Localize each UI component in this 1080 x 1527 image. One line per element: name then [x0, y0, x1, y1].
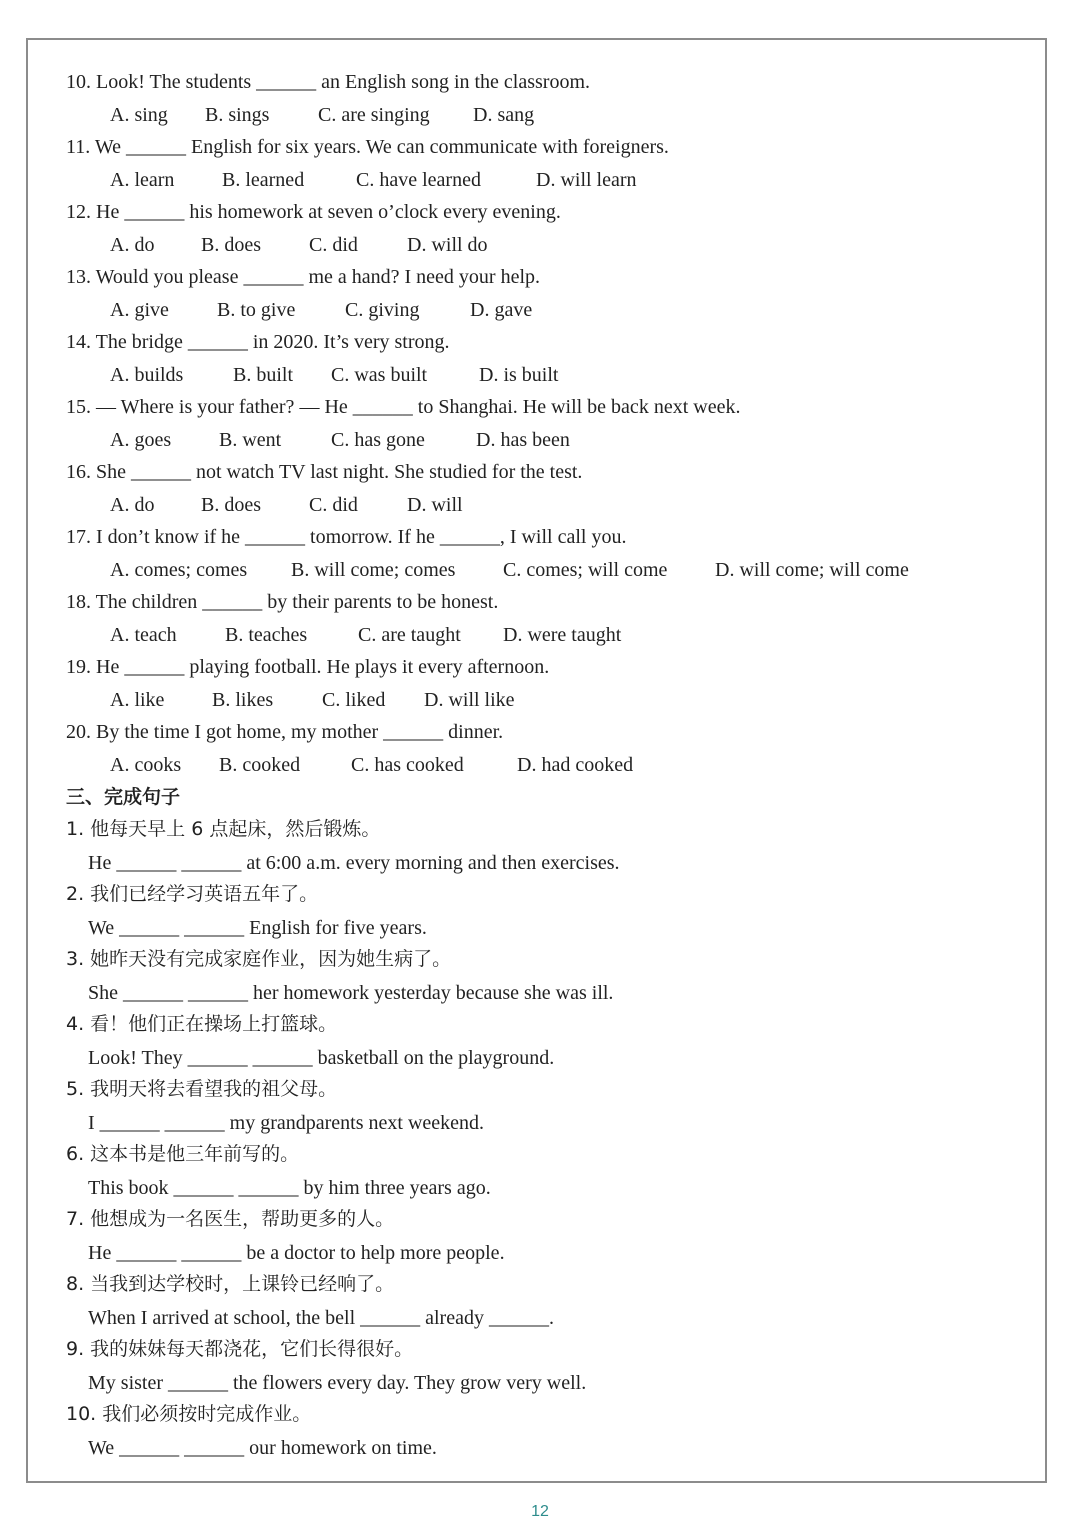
question-10-options — [0, 99, 1080, 131]
question-18-options — [0, 619, 1080, 651]
option-a: A. learn — [110, 169, 175, 191]
option-d: D. will come; will come — [715, 559, 909, 581]
option-a: A. sing — [110, 104, 168, 126]
sentence-1-chinese: 1. 他每天早上 6 点起床，然后锻炼。 — [66, 818, 381, 840]
option-d: D. has been — [476, 429, 570, 451]
option-c: C. giving — [345, 299, 420, 321]
option-b: B. does — [201, 234, 261, 256]
option-d: D. gave — [470, 299, 533, 321]
option-b: B. cooked — [219, 754, 301, 776]
sentence-8-english: When I arrived at school, the bell ______ already ______. — [88, 1307, 554, 1329]
question-15-stem: 15. — Where is your father? — He ______ to Shanghai. He will be back next week. — [66, 396, 741, 418]
question-11-stem: 11. We ______ English for six years. We can communicate with foreigners. — [66, 136, 669, 158]
sentence-2-english: We ______ ______ English for five years. — [88, 917, 427, 939]
option-a: A. give — [110, 299, 169, 321]
option-d: D. will do — [407, 234, 488, 256]
sentence-7-english: He ______ ______ be a doctor to help more people. — [88, 1242, 505, 1264]
option-d: D. will like — [424, 689, 515, 711]
option-c: C. did — [309, 494, 358, 516]
sentence-4-chinese: 4. 看！他们正在操场上打篮球。 — [66, 1013, 338, 1035]
sentence-8-chinese: 8. 当我到达学校时，上课铃已经响了。 — [66, 1273, 395, 1295]
sentence-3-chinese: 3. 她昨天没有完成家庭作业，因为她生病了。 — [66, 948, 452, 970]
option-b: B. learned — [222, 169, 305, 191]
option-a: A. do — [110, 234, 155, 256]
option-c: C. has cooked — [351, 754, 464, 776]
option-c: C. are taught — [358, 624, 461, 646]
option-d: D. sang — [473, 104, 535, 126]
question-16-stem: 16. She ______ not watch TV last night. She studied for the test. — [66, 461, 583, 483]
question-15-options — [0, 424, 1080, 456]
option-c: C. have learned — [356, 169, 481, 191]
option-b: B. does — [201, 494, 261, 516]
sentence-6-chinese: 6. 这本书是他三年前写的。 — [66, 1143, 300, 1165]
sentence-5-chinese: 5. 我明天将去看望我的祖父母。 — [66, 1078, 338, 1100]
page-number: 12 — [531, 1503, 549, 1520]
option-d: D. is built — [479, 364, 559, 386]
sentence-5-english: I ______ ______ my grandparents next weekend. — [88, 1112, 485, 1134]
option-d: D. had cooked — [517, 754, 634, 776]
option-b: B. to give — [217, 299, 296, 321]
sentence-6-english: This book ______ ______ by him three years ago. — [88, 1177, 491, 1199]
question-14-options — [0, 359, 1080, 391]
sentence-10-english: We ______ ______ our homework on time. — [88, 1437, 437, 1459]
option-b: B. likes — [212, 689, 274, 711]
question-20-options — [0, 749, 1080, 781]
option-c: C. comes; will come — [503, 559, 668, 581]
question-14-stem: 14. The bridge ______ in 2020. It’s very strong. — [66, 331, 450, 353]
option-a: A. teach — [110, 624, 177, 646]
section-title: 三、完成句子 — [66, 786, 181, 808]
option-d: D. will learn — [536, 169, 637, 191]
sentence-7-chinese: 7. 他想成为一名医生，帮助更多的人。 — [66, 1208, 395, 1230]
option-a: A. comes; comes — [110, 559, 248, 581]
option-d: D. will — [407, 494, 463, 516]
option-b: B. went — [219, 429, 282, 451]
option-c: C. did — [309, 234, 358, 256]
question-11-options — [0, 164, 1080, 196]
question-20-stem: 20. By the time I got home, my mother ______ dinner. — [66, 721, 504, 743]
question-13-stem: 13. Would you please ______ me a hand? I need your help. — [66, 266, 541, 288]
option-b: B. teaches — [225, 624, 308, 646]
option-a: A. builds — [110, 364, 184, 386]
option-d: D. were taught — [503, 624, 622, 646]
option-c: C. are singing — [318, 104, 430, 126]
question-12-options — [0, 229, 1080, 261]
question-19-options — [0, 684, 1080, 716]
option-a: A. goes — [110, 429, 172, 451]
sentence-2-chinese: 2. 我们已经学习英语五年了。 — [66, 883, 319, 905]
option-c: C. has gone — [331, 429, 425, 451]
sentence-9-chinese: 9. 我的妹妹每天都浇花，它们长得很好。 — [66, 1338, 414, 1360]
option-a: A. cooks — [110, 754, 182, 776]
sentence-3-english: She ______ ______ her homework yesterday because she was ill. — [88, 982, 614, 1004]
option-b: B. sings — [205, 104, 270, 126]
option-b: B. built — [233, 364, 294, 386]
sentence-1-english: He ______ ______ at 6:00 a.m. every morning and then exercises. — [88, 852, 620, 874]
question-19-stem: 19. He ______ playing football. He plays it every afternoon. — [66, 656, 550, 678]
option-b: B. will come; comes — [291, 559, 456, 581]
question-18-stem: 18. The children ______ by their parents to be honest. — [66, 591, 499, 613]
sentence-4-english: Look! They ______ ______ basketball on the playground. — [88, 1047, 555, 1069]
option-c: C. liked — [322, 689, 386, 711]
question-12-stem: 12. He ______ his homework at seven o’clock every evening. — [66, 201, 561, 223]
question-17-options — [0, 554, 1080, 586]
question-17-stem: 17. I don’t know if he ______ tomorrow. If he ______, I will call you. — [66, 526, 627, 548]
option-a: A. do — [110, 494, 155, 516]
option-a: A. like — [110, 689, 165, 711]
option-c: C. was built — [331, 364, 428, 386]
sentence-10-chinese: 10. 我们必须按时完成作业。 — [66, 1403, 312, 1425]
question-10-stem: 10. Look! The students ______ an English song in the classroom. — [66, 71, 591, 93]
sentence-9-english: My sister ______ the flowers every day. They grow very well. — [88, 1372, 587, 1394]
question-16-options — [0, 489, 1080, 521]
question-13-options — [0, 294, 1080, 326]
